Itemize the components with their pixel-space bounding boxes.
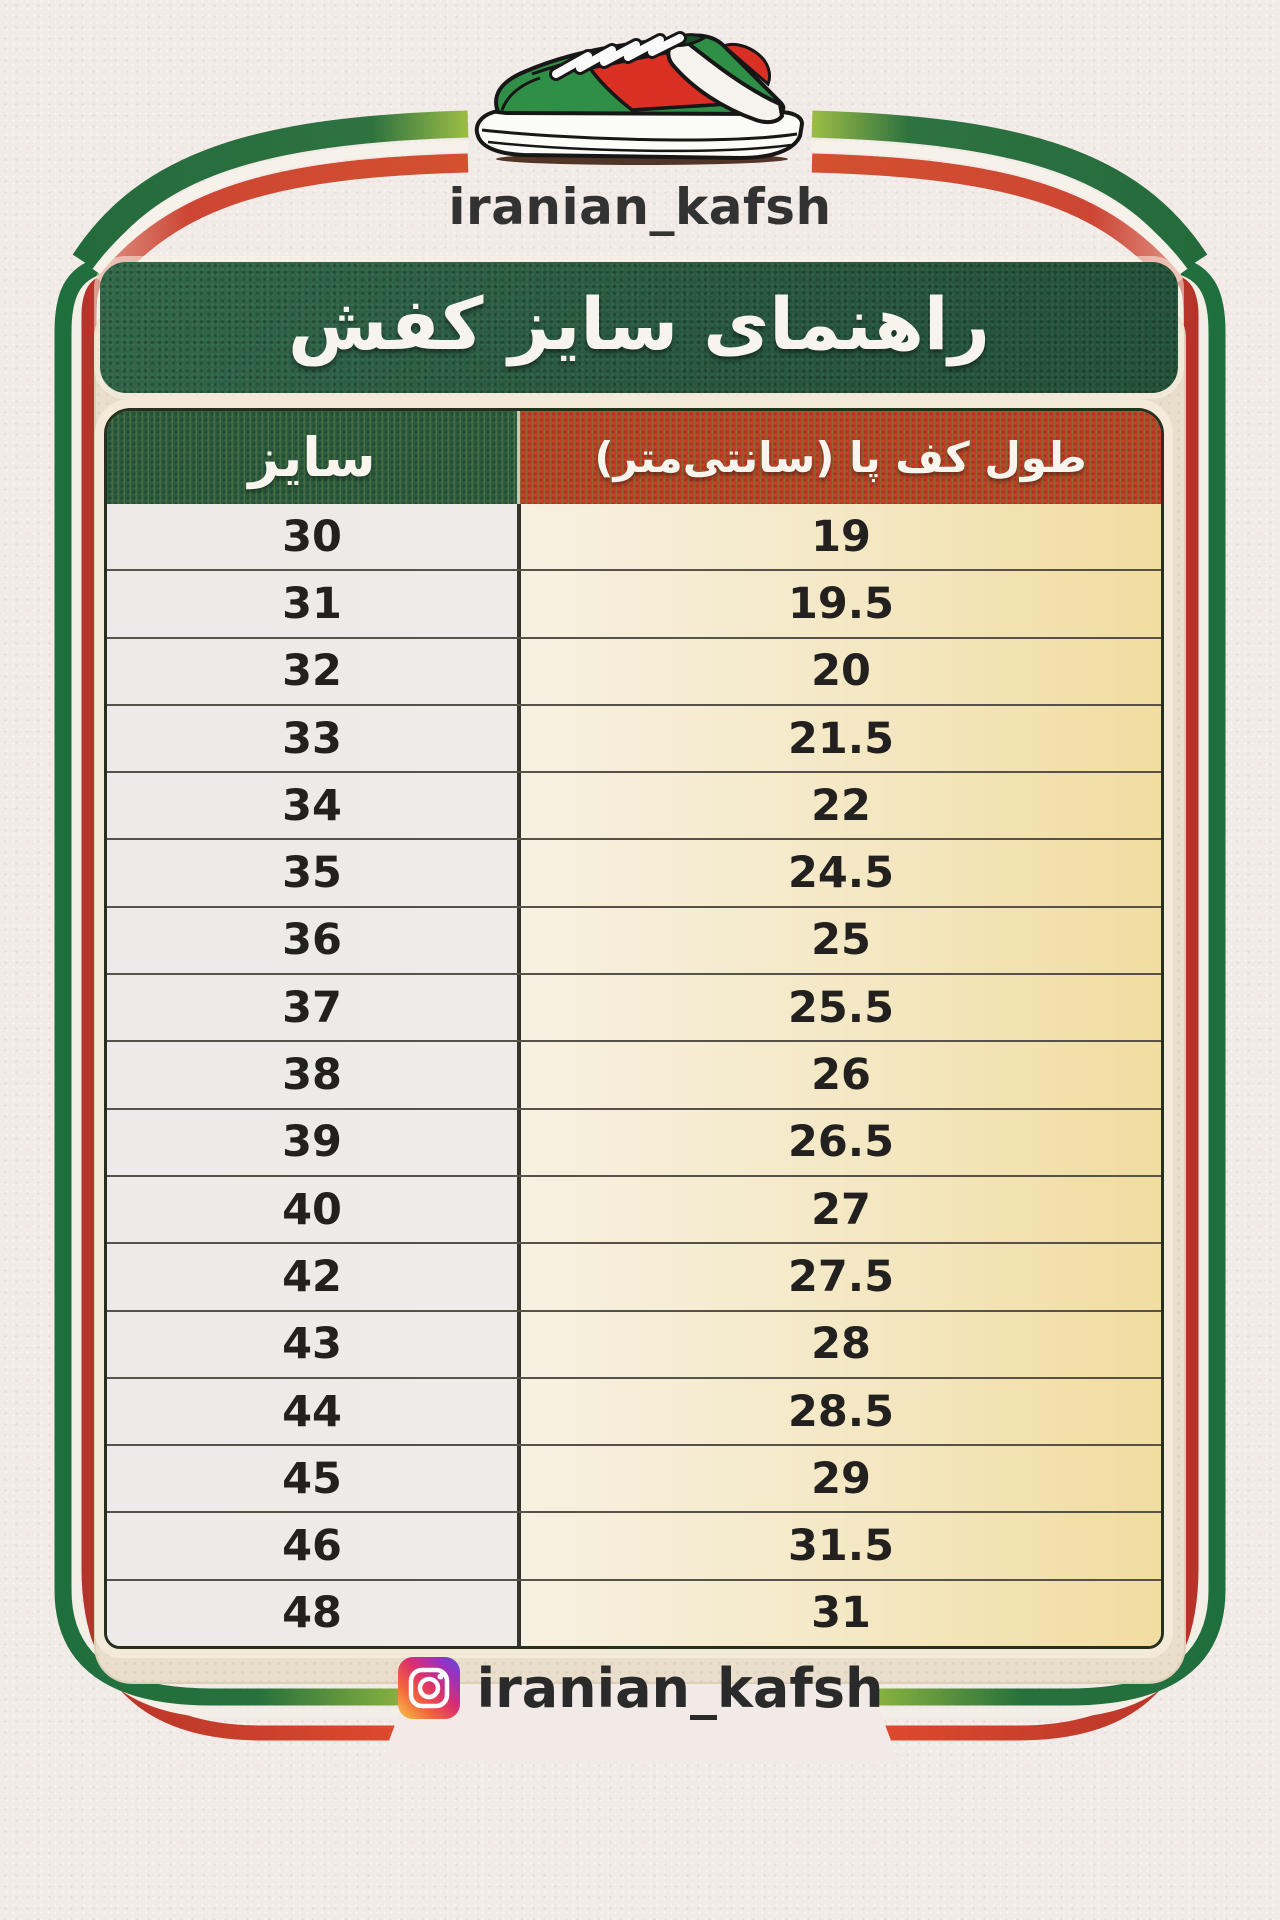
cell-size: 42: [107, 1244, 521, 1309]
table-row: [107, 838, 1161, 905]
cell-size: 46: [107, 1513, 521, 1578]
cell-length: 31.5: [521, 1513, 1161, 1578]
cell-size: 33: [107, 706, 521, 771]
cell-length: 31: [521, 1581, 1161, 1646]
cell-length: 25: [521, 908, 1161, 973]
cell-length: 19: [521, 504, 1161, 569]
title-banner: [100, 262, 1178, 393]
cell-length: 26.5: [521, 1110, 1161, 1175]
cell-length: 20: [521, 639, 1161, 704]
cell-length: 28.5: [521, 1379, 1161, 1444]
table-row: [107, 771, 1161, 838]
cell-size: 39: [107, 1110, 521, 1175]
cell-length: 26: [521, 1042, 1161, 1107]
cell-length: 25.5: [521, 975, 1161, 1040]
table-row: [107, 569, 1161, 636]
cell-length: 19.5: [521, 571, 1161, 636]
cell-length: 27.5: [521, 1244, 1161, 1309]
header-foot-length: طول کف پا (سانتی‌متر): [520, 411, 1161, 504]
sneaker-illustration-icon: [472, 12, 808, 168]
cell-size: 35: [107, 840, 521, 905]
page-title: راهنمای سایز کفش: [288, 281, 990, 366]
table-row: [107, 1579, 1161, 1646]
cell-length: 29: [521, 1446, 1161, 1511]
cell-size: 37: [107, 975, 521, 1040]
table-row: [107, 1242, 1161, 1309]
cell-length: 22: [521, 773, 1161, 838]
table-header-row: [107, 411, 1161, 504]
table-row: [107, 1444, 1161, 1511]
table-row: [107, 906, 1161, 973]
cell-size: 34: [107, 773, 521, 838]
cell-length: 21.5: [521, 706, 1161, 771]
footer-handle: iranian_kafsh: [476, 1656, 884, 1720]
cell-size: 48: [107, 1581, 521, 1646]
cell-length: 28: [521, 1312, 1161, 1377]
cell-size: 38: [107, 1042, 521, 1107]
header-size: سایز: [107, 411, 520, 504]
table-row: [107, 1310, 1161, 1377]
cell-size: 36: [107, 908, 521, 973]
brand-handle-top: iranian_kafsh: [448, 178, 832, 236]
footer: [0, 1656, 1280, 1720]
instagram-icon: [397, 1656, 461, 1720]
cell-size: 44: [107, 1379, 521, 1444]
cell-size: 40: [107, 1177, 521, 1242]
cell-size: 43: [107, 1312, 521, 1377]
table-row: [107, 1108, 1161, 1175]
cell-length: 24.5: [521, 840, 1161, 905]
table-row: [107, 1175, 1161, 1242]
table-row: [107, 1511, 1161, 1578]
table-body: [107, 504, 1161, 1646]
table-row: [107, 504, 1161, 569]
cell-size: 45: [107, 1446, 521, 1511]
table-row: [107, 637, 1161, 704]
table-row: [107, 973, 1161, 1040]
table-row: [107, 704, 1161, 771]
size-chart-table: [104, 408, 1164, 1649]
cell-size: 31: [107, 571, 521, 636]
cell-size: 32: [107, 639, 521, 704]
table-row: [107, 1040, 1161, 1107]
cell-size: 30: [107, 504, 521, 569]
table-row: [107, 1377, 1161, 1444]
cell-length: 27: [521, 1177, 1161, 1242]
